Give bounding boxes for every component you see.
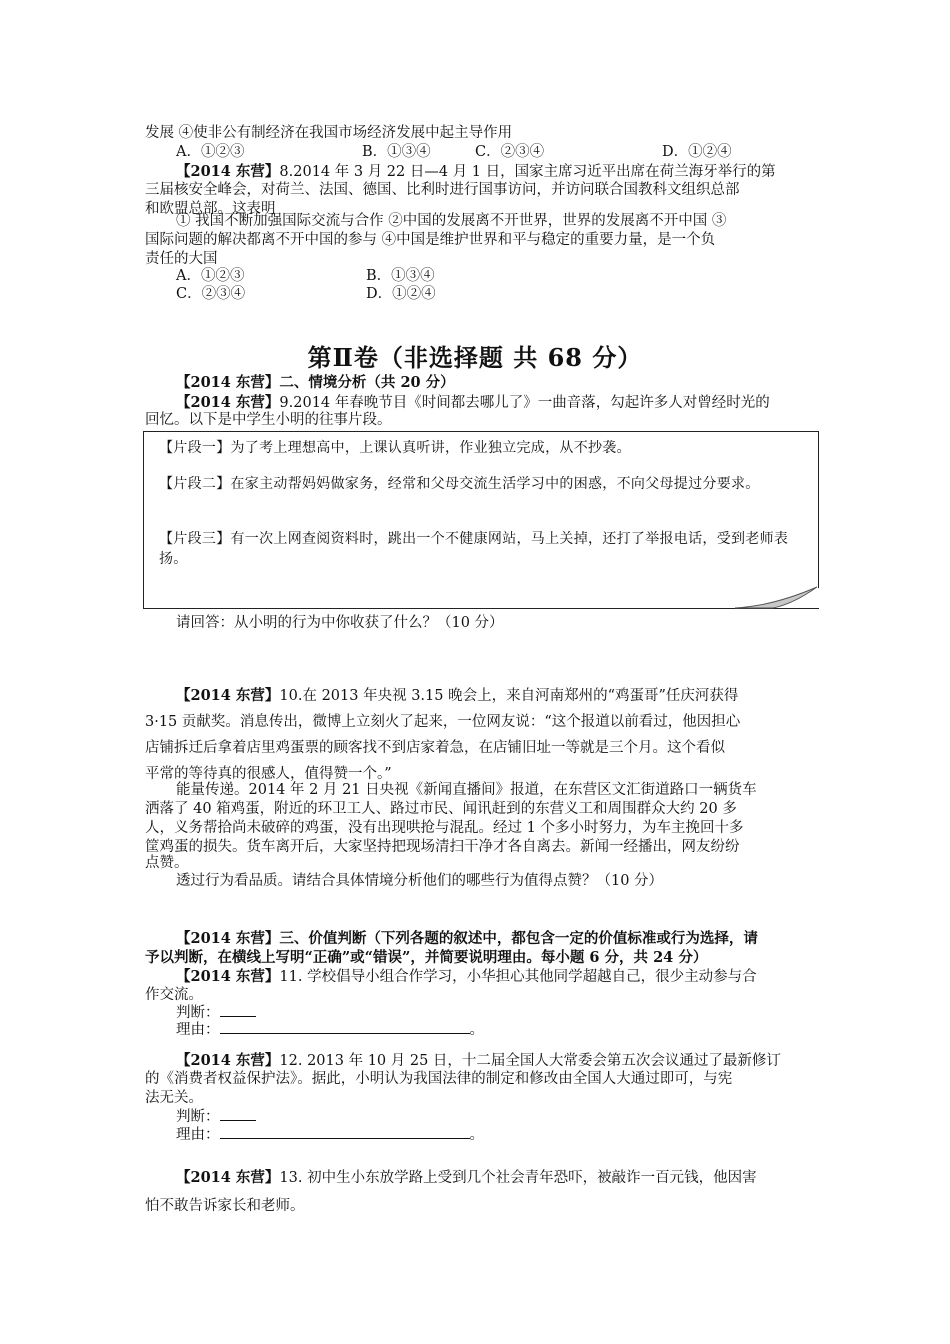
q8-line6: 责任的大国 (145, 251, 218, 267)
q13-tag: 【2014 东营】 (176, 1169, 280, 1186)
section3-line2: 予以判断，在横线上写明“正确”或“错误”，并简要说明理由。每小题 6 分，共 24 分） (145, 949, 708, 966)
q11-judge: 判断： (176, 1002, 844, 1023)
q8-option-a: A．①②③ (176, 268, 245, 284)
section3-line1: 【2014 东营】三、价值判断（下列各题的叙述中，都包含一定的价值标准或行为选择，请 (176, 930, 758, 947)
q8-option-b: B．①③④ (366, 268, 435, 284)
q12-judge: 判断： (176, 1106, 844, 1127)
fragment-1: 【片段一】为了考上理想高中，上课认真听讲，作业独立完成，从不抄袭。 (159, 440, 631, 456)
q11-reason: 理由： 。 (176, 1019, 844, 1040)
section2-heading: 【2014 东营】二、情境分析（共 20 分） (176, 374, 455, 391)
q7-option-line: 发展 ④使非公有制经济在我国市场经济发展中起主导作用 (145, 125, 513, 141)
q10-question: 透过行为看品质。请结合具体情境分析他们的哪些行为值得点赞？（10 分） (176, 873, 664, 889)
q12-tag: 【2014 东营】 (176, 1052, 280, 1069)
q10-line9: 点赞。 (145, 855, 189, 871)
q10-line5: 能量传递。2014 年 2 月 21 日央视《新闻直播间》报道，在东营区文汇街道路口一辆货车 (176, 782, 757, 798)
fragment-box (143, 431, 819, 609)
q10-tag: 【2014 东营】 (176, 687, 280, 704)
q12-reason: 理由： 。 (176, 1124, 844, 1145)
q12-line1: 【2014 东营】12. 2013 年 10 月 25 日，十二届全国人大常委会第五次会议通过了最新修订 (176, 1052, 781, 1069)
q12-line3: 法无关。 (145, 1090, 203, 1106)
q8-line4: ① 我国不断加强国际交流与合作 ②中国的发展离不开世界，世界的发展离不开中国 ③ (176, 213, 727, 229)
q10-line4: 平常的等待真的很感人，值得赞一个。” (145, 766, 392, 782)
q8-option-d: D．①②④ (366, 286, 436, 302)
q10-line1: 【2014 东营】10.在 2013 年央视 3.15 晚会上，来自河南郑州的“鸡蛋哥”任庆河获得 (176, 687, 739, 704)
q8-line2: 三届核安全峰会，对荷兰、法国、德国、比利时进行国事访问，并访问联合国教科文组织总部 (145, 182, 740, 198)
q9-question: 请回答：从小明的行为中你收获了什么？（10 分） (176, 615, 504, 631)
q10-line2: 3·15 贡献奖。消息传出，微博上立刻火了起来，一位网友说：“这个报道以前看过，他因担心 (145, 714, 741, 730)
q7-option-a: A．①②③ (176, 144, 245, 160)
q8-line1: 【2014 东营】8.2014 年 3 月 22 日—4 月 1 日，国家主席习近平出席在荷兰海牙举行的第 (176, 163, 776, 180)
q12-judge-blank[interactable] (220, 1106, 256, 1121)
q13-line1: 【2014 东营】13. 初中生小东放学路上受到几个社会青年恐吓，被敲诈一百元钱，他因害 (176, 1169, 757, 1186)
q7-option-c: C．②③④ (475, 144, 545, 160)
q8-line5: 国际问题的解决都离不开中国的参与 ④中国是维护世界和平与稳定的重要力量，是一个负 (145, 232, 716, 248)
q10-line7: 人，义务帮拾尚未破碎的鸡蛋，没有出现哄抢与混乱。经过 1 个多小时努力，为车主挽回十多 (145, 820, 744, 836)
q7-option-b: B．①③④ (362, 144, 431, 160)
fragment-2: 【片段二】在家主动帮妈妈做家务，经常和父母交流生活学习中的困惑，不向父母提过分要求。 (159, 476, 760, 492)
q8-tag: 【2014 东营】 (176, 163, 280, 180)
q10-line3: 店铺拆迁后拿着店里鸡蛋票的顾客找不到店家着急，在店铺旧址一等就是三个月。这个看似 (145, 740, 725, 756)
page-curl-icon (733, 586, 819, 610)
q11-line1: 【2014 东营】11. 学校倡导小组合作学习，小华担心其他同学超越自己，很少主动参与合 (176, 968, 757, 985)
q7-option-d: D．①②④ (662, 144, 732, 160)
q11-line2: 作交流。 (145, 987, 203, 1003)
q8-line3: 和欧盟总部。这表明 (145, 201, 276, 217)
fragment-3: 【片段三】有一次上网查阅资料时，跳出一个不健康网站，马上关掉，还打了举报电话，受到老师表扬。 (159, 531, 789, 567)
q13-line2: 怕不敢告诉家长和老师。 (145, 1198, 305, 1214)
q12-line2: 的《消费者权益保护法》。据此，小明认为我国法律的制定和修改由全国人大通过即可，与宪 (145, 1071, 733, 1087)
q9-line1: 【2014 东营】9.2014 年春晚节目《时间都去哪儿了》一曲音落，勾起许多人对曾经时光的 (176, 394, 770, 411)
q12-reason-blank[interactable] (220, 1124, 470, 1139)
q11-judge-blank[interactable] (220, 1002, 256, 1017)
q11-reason-blank[interactable] (220, 1019, 470, 1034)
q9-line2: 回忆。以下是中学生小明的往事片段。 (145, 412, 392, 428)
q8-option-c: C．②③④ (176, 286, 246, 302)
q9-tag: 【2014 东营】 (176, 394, 280, 411)
q10-line6: 洒落了 40 箱鸡蛋，附近的环卫工人、路过市民、闻讯赶到的东营义工和周围群众大约 20 多 (145, 801, 737, 817)
q10-line8: 筐鸡蛋的损失。货车离开后，大家坚持把现场清扫干净才各自离去。新闻一经播出，网友纷纷 (145, 839, 740, 855)
section2-title: 第Ⅱ卷（非选择题 共 68 分） (307, 343, 643, 372)
q11-tag: 【2014 东营】 (176, 968, 280, 985)
